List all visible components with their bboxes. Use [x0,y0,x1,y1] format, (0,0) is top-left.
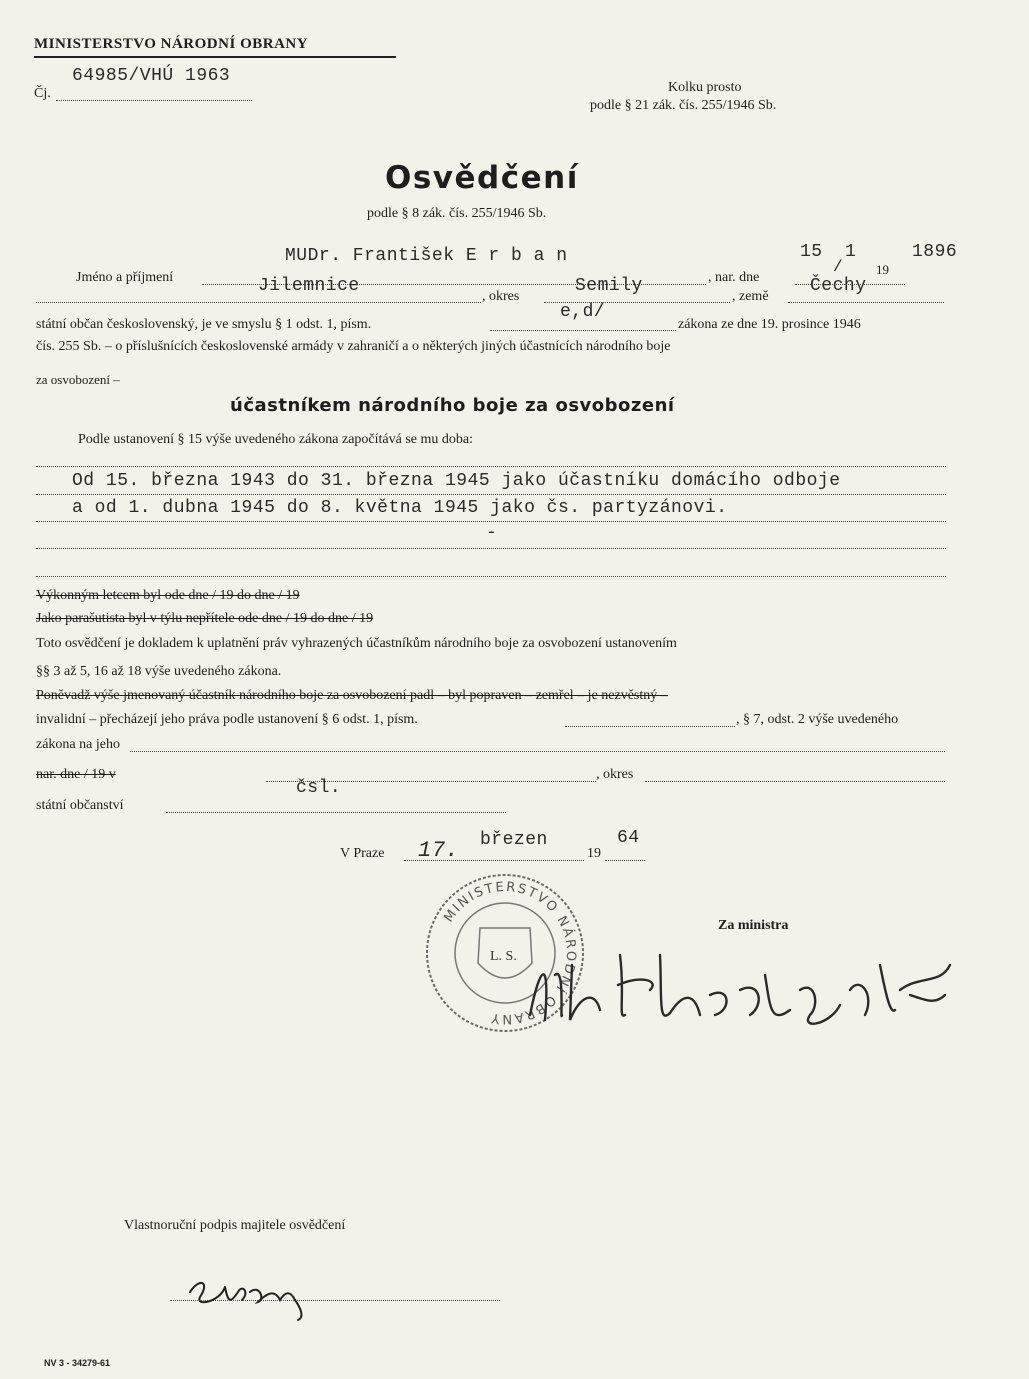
born-line: nar. dne / 19 v [36,767,116,782]
place-value: Jilemnice [258,276,360,296]
stamp-exempt-line2: podle § 21 zák. čís. 255/1946 Sb. [590,98,777,113]
period-intro: Podle ustanovení § 15 výše uvedeného zákona započítává se mu doba: [78,432,473,447]
body-line1-end: zákona ze dne 19. prosince 1946 [678,317,861,332]
body-line3: za osvobození – [36,372,120,387]
period-dotted-line-3 [36,548,946,549]
born-year-prefix: 19 [876,262,889,277]
year-suffix: 64 [617,828,640,848]
ref-dotted-line [56,100,252,101]
born-label: , nar. dne [708,270,760,285]
ref-prefix: Čj. [34,86,51,101]
deceased-line2b: , § 7, odst. 2 výše uvedeného [736,712,899,727]
district-label: , okres [482,289,520,304]
stamp-exempt-line1: Kolku prosto [668,80,742,95]
year-prefix: 19 [587,846,601,861]
country-label: , země [732,289,769,304]
holder-signature [180,1262,330,1322]
date-day: 17. [418,838,460,863]
deceased-dotted-line [565,726,735,727]
country-value: Čechy [810,276,867,296]
deceased-line3: zákona na jeho [36,737,120,752]
ministry-underline [34,56,396,58]
place-dotted-line [36,302,481,303]
ministry-heading: MINISTERSTVO NÁRODNÍ OBRANY [34,36,309,52]
rights-line1: Toto osvědčení je dokladem k uplatnění práv vyhrazených účastníkům národního boje za osvobození ustanovením [36,636,677,651]
citizenship-label: státní občanství [36,798,124,813]
born-separator: / [833,258,844,276]
seal-ls: L. S. [490,949,517,964]
citizenship-dotted [166,812,506,813]
born-year: 1896 [912,242,958,262]
for-minister-label: Za ministra [718,918,789,933]
body-line2: čís. 255 Sb. – o příslušnících československé armády v zahraničí a o některých jiných účastnících národního boje [36,339,671,354]
holder-signature-label: Vlastnoruční podpis majitele osvědčení [124,1218,346,1233]
airman-line: Výkonným letcem byl ode dne / 19 do dne / 19 [36,588,300,603]
okres-label: , okres [596,767,634,782]
name-label: Jméno a příjmení [76,270,174,285]
minister-signature [500,935,980,1045]
period-line2: a od 1. dubna 1945 do 8. května 1945 jako čs. partyzánovi. [72,498,728,518]
letter-dotted-line [490,330,676,331]
period-dotted-line-2 [36,521,946,522]
deceased-line1: Poněvadž výše jmenovaný účastník národního boje za osvobození padl – byl popraven – zemřel – je nezvěstný – [36,688,668,703]
year-dotted-line [605,860,645,861]
born-month: 1 [845,242,857,262]
svg-text:MINISTERSTVO NÁRODNÍ OBRANY: MINISTERSTVO NÁRODNÍ OBRANY [441,879,579,1027]
name-value: MUDr. František E r b a n [285,246,568,266]
place-label: V Praze [340,846,385,861]
date-month: březen [480,830,548,850]
parachutist-line: Jako parašutista byl v týlu nepřítele ode dne / 19 do dne / 19 [36,611,374,626]
okres-dotted [645,781,945,782]
participant-heading: účastníkem národního boje za osvobození [230,395,675,416]
period-dotted-line-0 [36,466,946,467]
period-dash: - [486,523,498,543]
document-title: Osvědčení [385,160,579,196]
rights-line2: §§ 3 až 5, 16 až 18 výše uvedeného zákona. [36,664,282,679]
ref-number: 64985/VHÚ 1963 [72,66,231,86]
form-code: NV 3 - 34279-61 [44,1358,111,1368]
letter-value: e,d/ [560,302,606,322]
document-subtitle: podle § 8 zák. čís. 255/1946 Sb. [367,206,547,221]
district-value: Semily [575,276,643,296]
country-dotted-line [788,302,944,303]
period-dotted-line-4 [36,576,946,577]
deceased-line3-dotted [130,751,945,752]
period-dotted-line-1 [36,494,946,495]
born-day: 15 [800,242,823,262]
period-line1: Od 15. března 1943 do 31. března 1945 jako účastníku domácího odboje [72,471,841,491]
body-line1: státní občan československý, je ve smyslu § 1 odst. 1, písm. [36,317,372,332]
deceased-line2a: invalidní – přecházejí jeho práva podle ustanovení § 6 odst. 1, písm. [36,712,418,727]
citizenship-value: čsl. [296,778,342,798]
